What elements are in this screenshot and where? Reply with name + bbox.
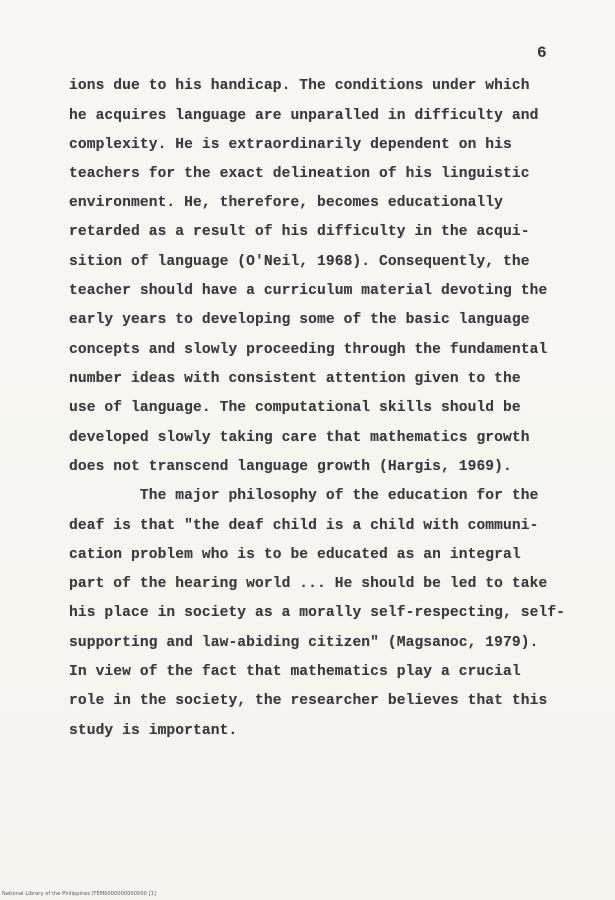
text-line: sition of language (O'Neil, 1968). Consequently, the [69, 254, 530, 270]
text-line: deaf is that "the deaf child is a child with communi- [69, 518, 539, 534]
text-line: his place in society as a morally self-respecting, self- [69, 605, 566, 621]
text-line: concepts and slowly proceeding through the fundamental [69, 342, 548, 358]
text-line: In view of the fact that mathematics play a crucial [69, 664, 521, 680]
text-line: study is important. [69, 723, 238, 739]
text-line: use of language. The computational skills should be [69, 400, 521, 416]
text-line: role in the society, the researcher believes that this [69, 693, 548, 709]
text-line: supporting and law-abiding citizen" (Magsanoc, 1979). [69, 635, 539, 651]
text-line: retarded as a result of his difficulty in the acqui- [69, 224, 530, 240]
text-line: teachers for the exact delineation of his linguistic [69, 166, 530, 182]
text-line: he acquires language are unparalled in difficulty and [69, 108, 539, 124]
text-line: teacher should have a curriculum material devoting the [69, 283, 548, 299]
text-line: The major philosophy of the education for the [69, 488, 539, 504]
text-line: cation problem who is to be educated as an integral [69, 547, 521, 563]
text-line: environment. He, therefore, becomes educationally [69, 195, 504, 211]
text-line: early years to developing some of the basic language [69, 312, 530, 328]
text-line: developed slowly taking care that mathematics growth [69, 430, 530, 446]
text-line: ions due to his handicap. The conditions under which [69, 78, 530, 94]
page-number: 6 [537, 44, 547, 62]
footer-watermark: National Library of the Philippines ITEM0000000000000 [1] [2, 891, 156, 897]
text-line: complexity. He is extraordinarily dependent on his [69, 137, 512, 153]
text-line: part of the hearing world ... He should be led to take [69, 576, 548, 592]
text-line: number ideas with consistent attention given to the [69, 371, 521, 387]
text-line: does not transcend language growth (Hargis, 1969). [69, 459, 512, 475]
